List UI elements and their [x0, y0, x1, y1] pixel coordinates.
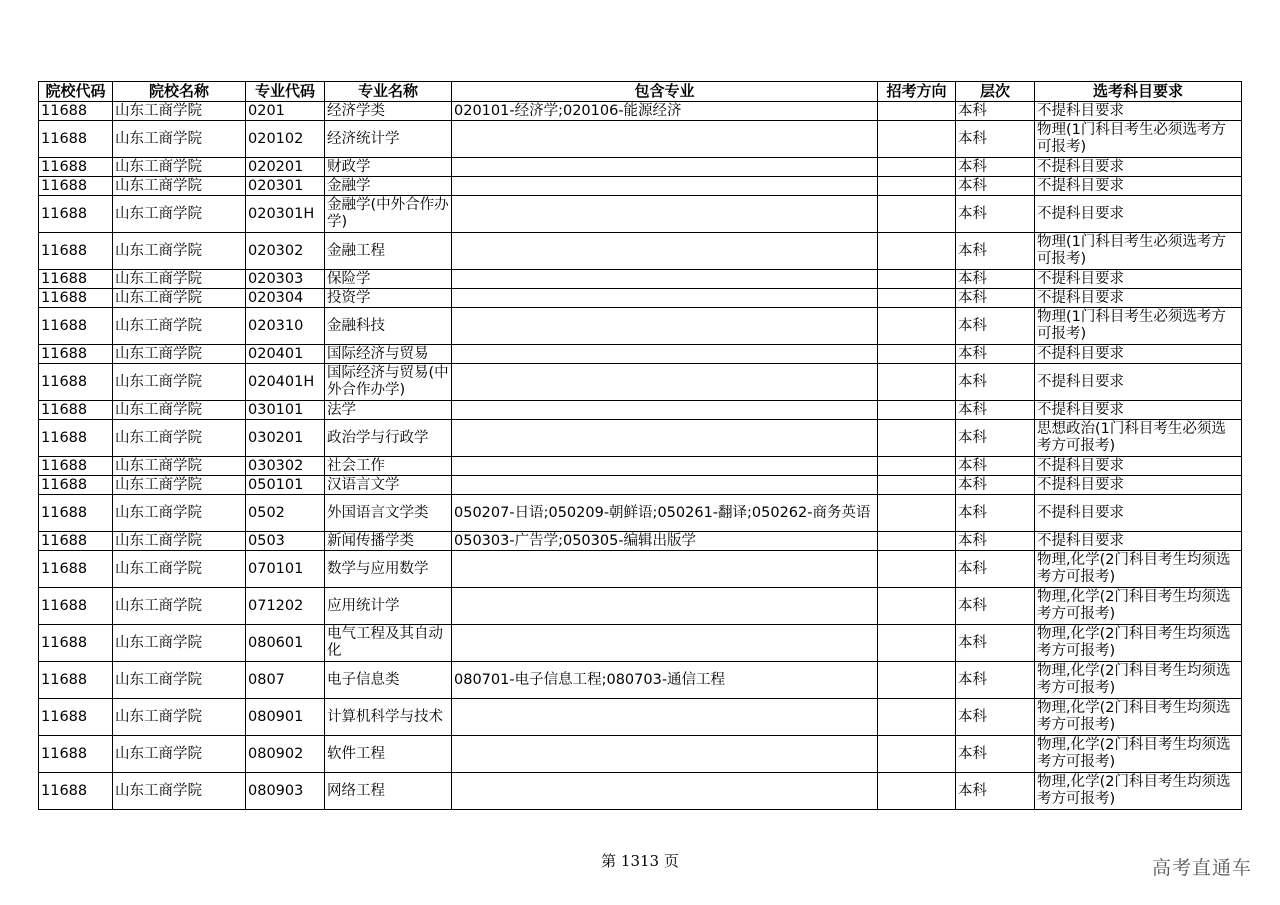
- school-name-cell: 山东工商学院: [113, 457, 246, 476]
- subject-requirement-cell: 物理,化学(2门科目考生均须选考方可报考): [1035, 625, 1242, 662]
- direction-cell: [878, 233, 956, 270]
- subject-requirement-cell: 物理,化学(2门科目考生均须选考方可报考): [1035, 551, 1242, 588]
- school-name-cell: 山东工商学院: [113, 588, 246, 625]
- school-name-cell: 山东工商学院: [113, 233, 246, 270]
- level-cell: 本科: [956, 532, 1035, 551]
- school-code-cell: 11688: [39, 625, 113, 662]
- school-code-cell: 11688: [39, 233, 113, 270]
- level-cell: 本科: [956, 773, 1035, 810]
- subject-requirement-cell: 不提科目要求: [1035, 476, 1242, 495]
- level-cell: 本科: [956, 196, 1035, 233]
- major-code-cell: 0503: [246, 532, 325, 551]
- school-code-cell: 11688: [39, 102, 113, 121]
- included-majors-cell: [452, 476, 878, 495]
- direction-cell: [878, 196, 956, 233]
- major-name-cell: 数学与应用数学: [325, 551, 452, 588]
- page-number: 第 1313 页: [601, 852, 679, 870]
- major-code-cell: 070101: [246, 551, 325, 588]
- school-name-cell: 山东工商学院: [113, 158, 246, 177]
- direction-cell: [878, 345, 956, 364]
- table-row: [39, 196, 1242, 233]
- subject-requirement-cell: 物理(1门科目考生必须选考方可报考): [1035, 233, 1242, 270]
- subject-requirement-cell: 物理,化学(2门科目考生均须选考方可报考): [1035, 736, 1242, 773]
- school-name-cell: 山东工商学院: [113, 364, 246, 401]
- direction-cell: [878, 532, 956, 551]
- level-cell: 本科: [956, 233, 1035, 270]
- level-cell: 本科: [956, 270, 1035, 289]
- included-majors-cell: [452, 289, 878, 308]
- major-code-cell: 071202: [246, 588, 325, 625]
- major-name-cell: 电子信息类: [325, 662, 452, 699]
- school-name-cell: 山东工商学院: [113, 308, 246, 345]
- school-name-cell: 山东工商学院: [113, 345, 246, 364]
- table-row: [39, 476, 1242, 495]
- table-row: [39, 401, 1242, 420]
- major-name-cell: 国际经济与贸易(中外合作办学): [325, 364, 452, 401]
- school-code-cell: 11688: [39, 420, 113, 457]
- level-cell: 本科: [956, 158, 1035, 177]
- header-subject-requirement: 选考科目要求: [1035, 82, 1242, 102]
- table-row: [39, 662, 1242, 699]
- major-code-cell: 020201: [246, 158, 325, 177]
- direction-cell: [878, 308, 956, 345]
- subject-requirement-cell: 物理,化学(2门科目考生均须选考方可报考): [1035, 588, 1242, 625]
- major-code-cell: 030302: [246, 457, 325, 476]
- school-name-cell: 山东工商学院: [113, 121, 246, 158]
- level-cell: 本科: [956, 102, 1035, 121]
- major-code-cell: 020310: [246, 308, 325, 345]
- school-code-cell: 11688: [39, 699, 113, 736]
- major-name-cell: 电气工程及其自动化: [325, 625, 452, 662]
- table-row: [39, 532, 1242, 551]
- header-included-majors: 包含专业: [452, 82, 878, 102]
- included-majors-cell: 050207-日语;050209-朝鲜语;050261-翻译;050262-商务英语: [452, 495, 878, 532]
- direction-cell: [878, 121, 956, 158]
- school-name-cell: 山东工商学院: [113, 476, 246, 495]
- table-row: [39, 699, 1242, 736]
- school-name-cell: 山东工商学院: [113, 625, 246, 662]
- direction-cell: [878, 177, 956, 196]
- major-name-cell: 外国语言文学类: [325, 495, 452, 532]
- level-cell: 本科: [956, 420, 1035, 457]
- level-cell: 本科: [956, 476, 1035, 495]
- direction-cell: [878, 699, 956, 736]
- school-code-cell: 11688: [39, 196, 113, 233]
- table-row: [39, 345, 1242, 364]
- school-code-cell: 11688: [39, 476, 113, 495]
- major-name-cell: 经济学类: [325, 102, 452, 121]
- included-majors-cell: 080701-电子信息工程;080703-通信工程: [452, 662, 878, 699]
- header-school-code: 院校代码: [39, 82, 113, 102]
- school-code-cell: 11688: [39, 401, 113, 420]
- table-row: [39, 364, 1242, 401]
- level-cell: 本科: [956, 364, 1035, 401]
- major-name-cell: 金融学: [325, 177, 452, 196]
- major-code-cell: 080903: [246, 773, 325, 810]
- major-code-cell: 020301: [246, 177, 325, 196]
- table-body: [39, 102, 1242, 810]
- included-majors-cell: [452, 736, 878, 773]
- level-cell: 本科: [956, 177, 1035, 196]
- major-code-cell: 080901: [246, 699, 325, 736]
- school-name-cell: 山东工商学院: [113, 289, 246, 308]
- school-name-cell: 山东工商学院: [113, 102, 246, 121]
- major-code-cell: 020303: [246, 270, 325, 289]
- school-code-cell: 11688: [39, 177, 113, 196]
- level-cell: 本科: [956, 289, 1035, 308]
- admission-table: [38, 81, 1242, 810]
- included-majors-cell: [452, 345, 878, 364]
- direction-cell: [878, 476, 956, 495]
- school-code-cell: 11688: [39, 736, 113, 773]
- major-name-cell: 应用统计学: [325, 588, 452, 625]
- subject-requirement-cell: 思想政治(1门科目考生必须选考方可报考): [1035, 420, 1242, 457]
- table-row: [39, 158, 1242, 177]
- school-name-cell: 山东工商学院: [113, 773, 246, 810]
- table-row: [39, 289, 1242, 308]
- subject-requirement-cell: 不提科目要求: [1035, 177, 1242, 196]
- school-name-cell: 山东工商学院: [113, 495, 246, 532]
- included-majors-cell: [452, 401, 878, 420]
- major-code-cell: 0807: [246, 662, 325, 699]
- level-cell: 本科: [956, 736, 1035, 773]
- school-name-cell: 山东工商学院: [113, 196, 246, 233]
- direction-cell: [878, 158, 956, 177]
- included-majors-cell: [452, 121, 878, 158]
- included-majors-cell: [452, 308, 878, 345]
- major-name-cell: 国际经济与贸易: [325, 345, 452, 364]
- table-row: [39, 121, 1242, 158]
- level-cell: 本科: [956, 699, 1035, 736]
- watermark: 高考直通车: [1151, 857, 1252, 879]
- level-cell: 本科: [956, 457, 1035, 476]
- header-school-name: 院校名称: [113, 82, 246, 102]
- included-majors-cell: 050303-广告学;050305-编辑出版学: [452, 532, 878, 551]
- school-name-cell: 山东工商学院: [113, 401, 246, 420]
- school-code-cell: 11688: [39, 121, 113, 158]
- major-name-cell: 网络工程: [325, 773, 452, 810]
- major-code-cell: 0502: [246, 495, 325, 532]
- school-name-cell: 山东工商学院: [113, 532, 246, 551]
- subject-requirement-cell: 不提科目要求: [1035, 289, 1242, 308]
- included-majors-cell: [452, 364, 878, 401]
- included-majors-cell: [452, 233, 878, 270]
- table-row: [39, 270, 1242, 289]
- direction-cell: [878, 364, 956, 401]
- table-row: [39, 457, 1242, 476]
- school-code-cell: 11688: [39, 289, 113, 308]
- subject-requirement-cell: 不提科目要求: [1035, 158, 1242, 177]
- table-row: [39, 495, 1242, 532]
- school-code-cell: 11688: [39, 308, 113, 345]
- direction-cell: [878, 551, 956, 588]
- major-code-cell: 080902: [246, 736, 325, 773]
- major-code-cell: 020401H: [246, 364, 325, 401]
- included-majors-cell: [452, 270, 878, 289]
- major-name-cell: 新闻传播学类: [325, 532, 452, 551]
- level-cell: 本科: [956, 625, 1035, 662]
- major-code-cell: 020304: [246, 289, 325, 308]
- included-majors-cell: [452, 158, 878, 177]
- included-majors-cell: [452, 196, 878, 233]
- school-code-cell: 11688: [39, 495, 113, 532]
- included-majors-cell: [452, 177, 878, 196]
- school-code-cell: 11688: [39, 364, 113, 401]
- school-code-cell: 11688: [39, 662, 113, 699]
- school-code-cell: 11688: [39, 551, 113, 588]
- direction-cell: [878, 102, 956, 121]
- school-name-cell: 山东工商学院: [113, 177, 246, 196]
- school-code-cell: 11688: [39, 270, 113, 289]
- subject-requirement-cell: 不提科目要求: [1035, 532, 1242, 551]
- subject-requirement-cell: 物理,化学(2门科目考生均须选考方可报考): [1035, 662, 1242, 699]
- table-row: [39, 736, 1242, 773]
- direction-cell: [878, 773, 956, 810]
- included-majors-cell: [452, 551, 878, 588]
- included-majors-cell: [452, 457, 878, 476]
- major-name-cell: 金融学(中外合作办学): [325, 196, 452, 233]
- direction-cell: [878, 736, 956, 773]
- major-name-cell: 汉语言文学: [325, 476, 452, 495]
- school-code-cell: 11688: [39, 457, 113, 476]
- direction-cell: [878, 457, 956, 476]
- school-code-cell: 11688: [39, 158, 113, 177]
- major-name-cell: 计算机科学与技术: [325, 699, 452, 736]
- subject-requirement-cell: 不提科目要求: [1035, 102, 1242, 121]
- table-row: [39, 233, 1242, 270]
- subject-requirement-cell: 不提科目要求: [1035, 401, 1242, 420]
- table-row: [39, 420, 1242, 457]
- major-name-cell: 社会工作: [325, 457, 452, 476]
- school-name-cell: 山东工商学院: [113, 551, 246, 588]
- level-cell: 本科: [956, 662, 1035, 699]
- major-code-cell: 050101: [246, 476, 325, 495]
- level-cell: 本科: [956, 495, 1035, 532]
- major-code-cell: 080601: [246, 625, 325, 662]
- subject-requirement-cell: 不提科目要求: [1035, 364, 1242, 401]
- school-name-cell: 山东工商学院: [113, 662, 246, 699]
- major-code-cell: 030101: [246, 401, 325, 420]
- school-name-cell: 山东工商学院: [113, 420, 246, 457]
- header-direction: 招考方向: [878, 82, 956, 102]
- major-name-cell: 法学: [325, 401, 452, 420]
- level-cell: 本科: [956, 588, 1035, 625]
- header-level: 层次: [956, 82, 1035, 102]
- included-majors-cell: [452, 625, 878, 662]
- level-cell: 本科: [956, 345, 1035, 364]
- table-row: [39, 625, 1242, 662]
- table-row: [39, 308, 1242, 345]
- level-cell: 本科: [956, 308, 1035, 345]
- school-code-cell: 11688: [39, 345, 113, 364]
- direction-cell: [878, 662, 956, 699]
- subject-requirement-cell: 不提科目要求: [1035, 270, 1242, 289]
- major-name-cell: 经济统计学: [325, 121, 452, 158]
- major-name-cell: 软件工程: [325, 736, 452, 773]
- subject-requirement-cell: 物理,化学(2门科目考生均须选考方可报考): [1035, 699, 1242, 736]
- major-name-cell: 财政学: [325, 158, 452, 177]
- direction-cell: [878, 588, 956, 625]
- major-code-cell: 020401: [246, 345, 325, 364]
- major-name-cell: 投资学: [325, 289, 452, 308]
- included-majors-cell: [452, 699, 878, 736]
- header-major-code: 专业代码: [246, 82, 325, 102]
- school-name-cell: 山东工商学院: [113, 736, 246, 773]
- included-majors-cell: [452, 420, 878, 457]
- major-name-cell: 政治学与行政学: [325, 420, 452, 457]
- direction-cell: [878, 270, 956, 289]
- subject-requirement-cell: 不提科目要求: [1035, 495, 1242, 532]
- subject-requirement-cell: 不提科目要求: [1035, 345, 1242, 364]
- table-row: [39, 177, 1242, 196]
- direction-cell: [878, 289, 956, 308]
- subject-requirement-cell: 物理(1门科目考生必须选考方可报考): [1035, 308, 1242, 345]
- major-code-cell: 020302: [246, 233, 325, 270]
- major-name-cell: 金融工程: [325, 233, 452, 270]
- table-row: [39, 102, 1242, 121]
- major-code-cell: 020301H: [246, 196, 325, 233]
- school-code-cell: 11688: [39, 532, 113, 551]
- major-name-cell: 保险学: [325, 270, 452, 289]
- direction-cell: [878, 401, 956, 420]
- major-code-cell: 020102: [246, 121, 325, 158]
- direction-cell: [878, 420, 956, 457]
- school-name-cell: 山东工商学院: [113, 270, 246, 289]
- major-code-cell: 030201: [246, 420, 325, 457]
- school-code-cell: 11688: [39, 773, 113, 810]
- table-row: [39, 773, 1242, 810]
- table-row: [39, 588, 1242, 625]
- included-majors-cell: [452, 588, 878, 625]
- level-cell: 本科: [956, 121, 1035, 158]
- subject-requirement-cell: 物理,化学(2门科目考生均须选考方可报考): [1035, 773, 1242, 810]
- direction-cell: [878, 495, 956, 532]
- table-row: [39, 551, 1242, 588]
- included-majors-cell: [452, 773, 878, 810]
- subject-requirement-cell: 不提科目要求: [1035, 457, 1242, 476]
- school-code-cell: 11688: [39, 588, 113, 625]
- level-cell: 本科: [956, 401, 1035, 420]
- direction-cell: [878, 625, 956, 662]
- subject-requirement-cell: 物理(1门科目考生必须选考方可报考): [1035, 121, 1242, 158]
- level-cell: 本科: [956, 551, 1035, 588]
- header-major-name: 专业名称: [325, 82, 452, 102]
- major-name-cell: 金融科技: [325, 308, 452, 345]
- subject-requirement-cell: 不提科目要求: [1035, 196, 1242, 233]
- table-header-row: [39, 82, 1242, 102]
- school-name-cell: 山东工商学院: [113, 699, 246, 736]
- major-code-cell: 0201: [246, 102, 325, 121]
- included-majors-cell: 020101-经济学;020106-能源经济: [452, 102, 878, 121]
